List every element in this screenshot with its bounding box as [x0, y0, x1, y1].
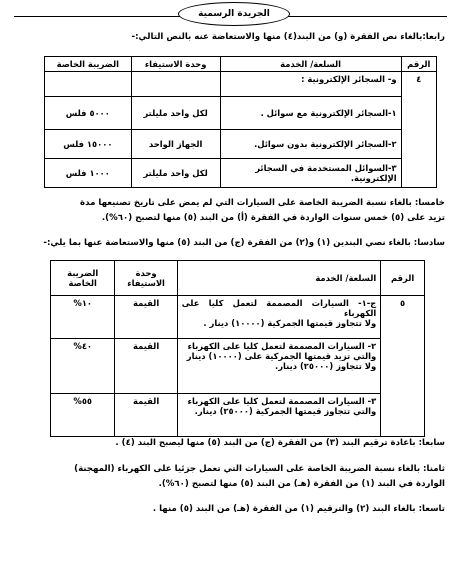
section-heading: و- السجائر الإلكترونية : [220, 72, 401, 97]
table-row [45, 130, 437, 159]
table-header-row [51, 261, 425, 296]
tax-cell: ١٠٠٠ فلس [45, 159, 132, 188]
paragraph-seventh: سابعا: باعادة ترقيم البند (٣) من الفقرة (ج) من البند (٥) منها ليصبح البند (٤) . [115, 438, 445, 448]
tax-cell: ٤٠% [51, 339, 115, 394]
row-number: ٥ [381, 296, 425, 437]
table-row [45, 159, 437, 188]
service-cell: ٣-السوائل المستخدمة في السجائر الإلكترونية. [220, 159, 401, 188]
unit-cell: القيمة [115, 394, 177, 437]
tax-cell: ٥٠٠٠ فلس [45, 97, 132, 130]
col-unit: وحدة الاستيفاء [131, 57, 220, 72]
tax-cell: ٥٥% [51, 394, 115, 437]
service-cell: ٣- السيارات المصممة لتعمل كليا على الكهرباء والتي تتجاوز قيمتها الجمركية (٢٥٠٠٠) دينار. [177, 394, 380, 437]
paragraph-sixth: سادسا: بالغاء نصي البندين (١) و(٢) من الفقرة (ج) من البند (٥) منها والاستعاضة عنها بما يلي:- [43, 238, 445, 248]
table-row [51, 339, 425, 394]
service-cell: ٢- السيارات المصممة لتعمل كليا على الكهرباء والتي تزيد قيمتها الجمركية على (١٠٠٠٠) دينار ولا تتجاوز (٢٥٠٠٠) دينار. [177, 339, 380, 394]
service-cell: ج-١- السيارات المصممة لتعمل كليا على الكهرباء ولا تتجاوز قيمتها الجمركية (١٠٠٠٠) دينار . [177, 296, 380, 339]
gazette-title: الجريدة الرسمية [198, 9, 270, 19]
table-header-row [45, 57, 437, 72]
service-cell: ٢-السجائر الإلكترونية بدون سوائل. [220, 130, 401, 159]
table-row [45, 72, 437, 97]
gazette-header [178, 2, 290, 26]
col-number: الرقم [381, 261, 425, 296]
service-cell: ١-السجائر الإلكترونية مع سوائل . [220, 97, 401, 130]
col-service: السلعة/ الخدمة [177, 261, 380, 296]
unit-cell: لكل واحد مليلتر [131, 159, 220, 188]
row-number: ٤ [401, 72, 436, 188]
paragraph-ninth: تاسعا: بالغاء البند (٢) والترقيم (١) من الفقرة (هـ) من البند (٥) منها . [152, 504, 445, 514]
col-unit: وحدة الاستيفاء [115, 261, 177, 296]
col-tax: الضريبة الخاصة [51, 261, 115, 296]
col-service: السلعة/ الخدمة [220, 57, 401, 72]
unit-cell: لكل واحد مليلتر [131, 97, 220, 130]
table-row [51, 394, 425, 437]
table-row [45, 97, 437, 130]
col-number: الرقم [401, 57, 436, 72]
tax-cell: ١٠% [51, 296, 115, 339]
tax-table-2 [50, 260, 425, 437]
tax-cell: ١٥٠٠٠ فلس [45, 130, 132, 159]
unit-cell: القيمة [115, 296, 177, 339]
paragraph-fifth: خامسا: بالغاء نسبة الضريبة الخاصة على السيارات التي لم يمض على تاريخ تصنيعها مدة تزيد على (٥) خمس سنوات الواردة في الفقرة (أ) من البند (٥) منها لتصبح (٦٠%). [80, 198, 445, 223]
col-tax: الضريبة الخاصة [45, 57, 132, 72]
table-row [51, 296, 425, 339]
unit-cell: القيمة [115, 339, 177, 394]
unit-cell: الجهاز الواحد [131, 130, 220, 159]
paragraph-fourth: رابعا:بالغاء نص الفقرة (و) من البند(٤) منها والاستعاضة عنه بالنص التالي:- [131, 32, 445, 42]
tax-table-1 [44, 56, 437, 188]
paragraph-eighth: ثامنا: بالغاء نسبة الضريبة الخاصة على السيارات التي تعمل جزئيا على الكهرباء (المهجنة) الواردة في البند (١) من الفقرة (هـ) من البند (٥) منها لتصبح (٦٠%). [74, 464, 445, 489]
